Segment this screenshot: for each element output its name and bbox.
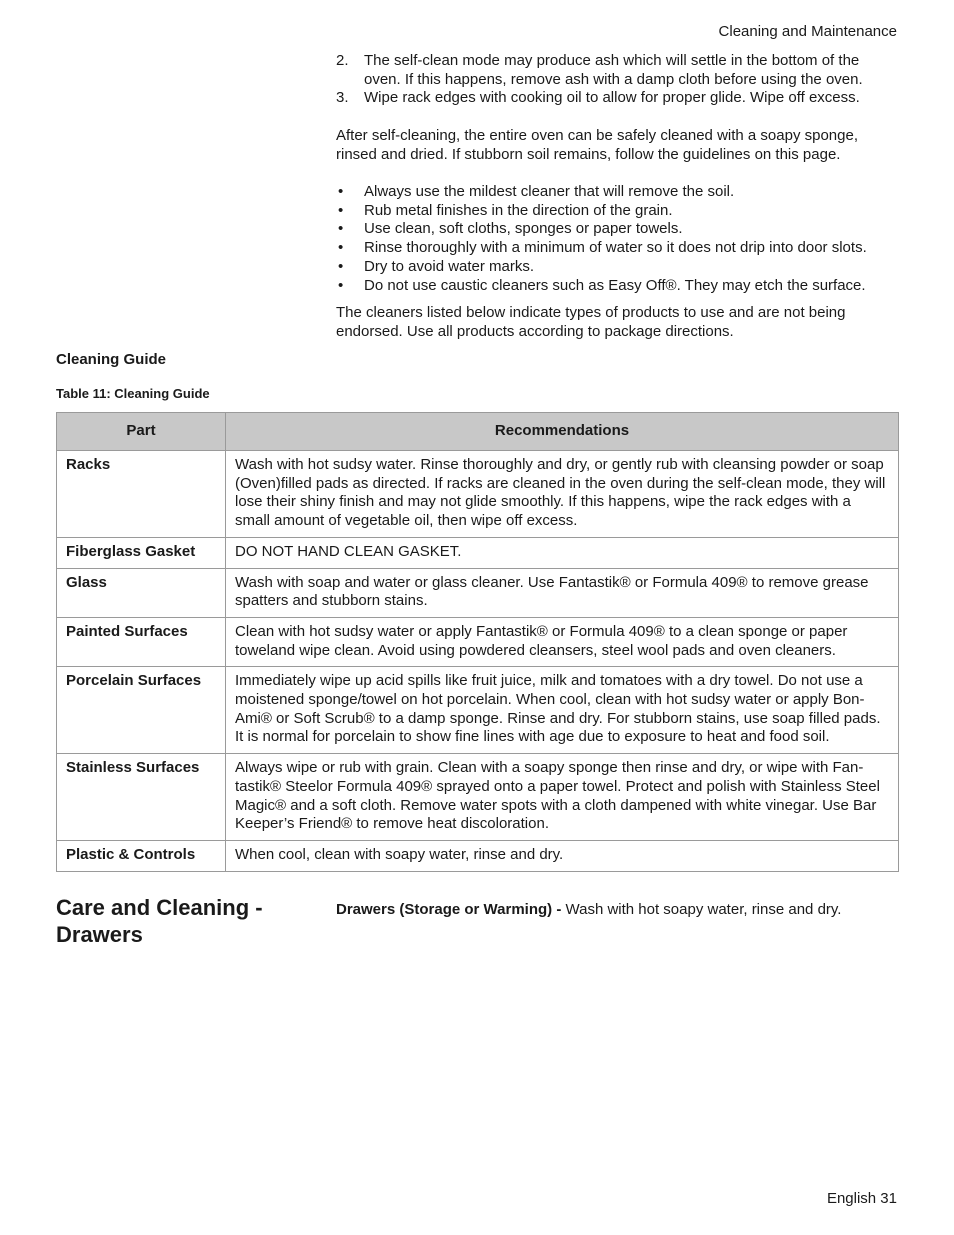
bullet-item — [336, 258, 896, 277]
bullet-icon: • — [338, 183, 344, 200]
drawers-paragraph — [336, 901, 841, 918]
bullet-text: Use clean, soft cloths, sponges or paper towels. — [364, 220, 683, 238]
step-number: 3. — [336, 89, 349, 107]
bullet-icon: • — [338, 239, 344, 257]
part-cell: Plastic & Controls — [57, 840, 226, 871]
step-item — [336, 89, 896, 108]
step-item — [336, 52, 896, 89]
table-header-row — [57, 413, 899, 451]
bullet-item — [336, 277, 896, 296]
cleaning-guide-heading: Cleaning Guide — [56, 351, 167, 368]
part-cell: Glass — [57, 568, 226, 617]
column-header-part: Part — [57, 413, 226, 451]
bullet-text: Rinse thoroughly with a minimum of water so it does not drip into door slots. — [364, 239, 867, 257]
column-header-recommendations: Recommendations — [226, 413, 899, 451]
recommendation-cell: Immediately wipe up acid spills like fruit juice, milk and tomatoes with a dry towel. Do not use a moistened sponge/towel on hot porcelain. When cool, clean with hot sudsy water or apply Bon-Ami® or Soft Scrub® to a damp sponge. Rinse and dry. For stubborn stains, use soap filled pads. It is normal for porcelain to show fine lines with age due to exposure to heat and food soil. — [226, 667, 899, 754]
drawers-label: Drawers (Storage or Warming) - — [336, 901, 562, 918]
bullet-icon: • — [338, 276, 344, 294]
recommendation-cell: Wash with hot sudsy water. Rinse thoroughly and dry, or gently rub with cleansing powder or soap (Oven)filled pads as directed. If racks are cleaned in the oven during the self-clean mode, they will lose their shiny finish and may not glide smoothly. If this happens, wipe the rack edges with a small amount of vegetable oil, then wipe off excess. — [226, 451, 899, 538]
bullet-item — [336, 202, 896, 221]
bullet-text: Always use the mildest cleaner that will remove the soil. — [364, 183, 735, 200]
part-cell: Racks — [57, 451, 226, 538]
table-row — [57, 537, 899, 568]
part-cell: Painted Surfaces — [57, 617, 226, 666]
step-text: Wipe rack edges with cooking oil to allow for proper glide. Wipe off excess. — [364, 89, 860, 107]
recommendation-cell: Clean with hot sudsy water or apply Fantastik® or Formula 409® to a clean sponge or paper toweland wipe clean. Avoid using powdered cleansers, steel wool pads and oven cleaners. — [226, 617, 899, 666]
bullet-text: Rub metal finishes in the direction of the grain. — [364, 201, 673, 219]
recommendation-cell: DO NOT HAND CLEAN GASKET. — [226, 537, 899, 568]
page-footer: English 31 — [826, 1190, 897, 1207]
drawers-text: Wash with hot soapy water, rinse and dry. — [561, 901, 842, 918]
table-row — [57, 754, 899, 841]
recommendation-cell: Always wipe or rub with grain. Clean with a soapy sponge then rinse and dry, or wipe with Fan-tastik® Steelor Formula 409® sprayed onto a paper towel. Protect and polish with Stainless Steel Magic® and a soft cloth. Remove water spots with a cloth dampened with white vinegar. Use Bar Keeper’s Friend® to remove heat discoloration. — [226, 754, 899, 841]
recommendation-cell: Wash with soap and water or glass cleaner. Use Fantastik® or Formula 409® to remove grease spatters and stubborn stains. — [226, 568, 899, 617]
bullet-text: Do not use caustic cleaners such as Easy Off®. They may etch the surface. — [364, 276, 866, 294]
part-cell: Stainless Surfaces — [57, 754, 226, 841]
table-row — [57, 617, 899, 666]
running-header: Cleaning and Maintenance — [718, 23, 897, 40]
table-row — [57, 568, 899, 617]
bullet-item — [336, 220, 896, 239]
after-clean-paragraph: After self-cleaning, the entire oven can be safely cleaned with a soapy sponge, rinsed and dried. If stubborn soil remains, follow the guidelines on this page. — [336, 127, 858, 163]
bullet-icon: • — [338, 220, 344, 238]
step-number: 2. — [336, 52, 349, 69]
part-cell: Porcelain Surfaces — [57, 667, 226, 754]
table-row — [57, 667, 899, 754]
tips-bullet-list — [336, 183, 896, 295]
table-row — [57, 451, 899, 538]
recommendation-cell: When cool, clean with soapy water, rinse and dry. — [226, 840, 899, 871]
cleaners-paragraph: The cleaners listed below indicate types of products to use and are not being endorsed. Use all products according to package directions. — [336, 304, 846, 340]
table-row — [57, 840, 899, 871]
numbered-steps — [336, 52, 896, 108]
cleaning-guide-table — [56, 412, 899, 872]
part-cell: Fiberglass Gasket — [57, 537, 226, 568]
step-text: The self-clean mode may produce ash which will settle in the bottom of the oven. If this happens, remove ash with a damp cloth before using the oven. — [364, 52, 863, 88]
bullet-icon: • — [338, 257, 344, 275]
bullet-item — [336, 183, 896, 202]
care-cleaning-drawers-heading: Care and Cleaning - Drawers — [56, 895, 263, 947]
bullet-icon: • — [338, 201, 344, 219]
bullet-text: Dry to avoid water marks. — [364, 257, 535, 275]
bullet-item — [336, 239, 896, 258]
table-caption: Table 11: Cleaning Guide — [56, 386, 210, 401]
